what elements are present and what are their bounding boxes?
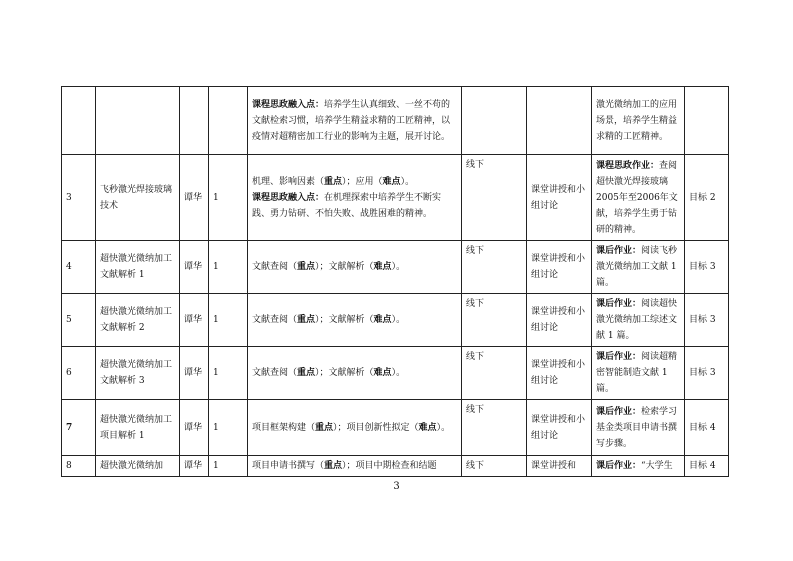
cell-method: 课堂讲授和小组讨论 — [527, 155, 592, 241]
homework-text: 阅读飞秒激光微纳加工文献 1 篇。 — [596, 246, 678, 288]
content-text: ）。 — [391, 368, 406, 378]
table-row — [62, 456, 729, 477]
cell-no: 8 — [62, 456, 96, 477]
cell-method: 课堂讲授和小组讨论 — [527, 347, 592, 400]
homework-text: 查阅超快激光焊接玻璃2005年至2006年文献，培养学生勇于钻研的精神。 — [596, 160, 678, 235]
cell-homework — [592, 87, 685, 155]
content-text: ）；项目创新性拟定（ — [333, 422, 419, 433]
cell-mode: 线下 — [462, 241, 527, 294]
table-row — [62, 241, 729, 294]
cell-title: 飞秒激光焊接玻璃技术 — [96, 155, 180, 241]
cell-goal: 目标 3 — [685, 294, 729, 347]
course-schedule-table — [61, 86, 729, 477]
homework-label: 课后作业： — [596, 299, 642, 309]
homework-text: “大学生 — [641, 461, 673, 471]
cell-title: 超快激光微纳加工文献解析 2 — [96, 294, 180, 347]
homework-label: 课后作业： — [596, 352, 642, 362]
cell-hours: 1 — [209, 400, 248, 456]
cell-homework — [592, 400, 685, 456]
cell-mode: 线下 — [462, 347, 527, 400]
key-point-label: 重点 — [315, 422, 334, 433]
content-text: 文献查阅（ — [252, 262, 298, 272]
content-text: ）。 — [400, 176, 415, 187]
cell-title — [96, 87, 180, 155]
table-row — [62, 400, 729, 456]
ideology-label: 课程思政融入点： — [252, 192, 325, 203]
table-row — [62, 155, 729, 241]
cell-mode: 线下 — [462, 400, 527, 456]
content-text: 机理、影响因素（ — [252, 176, 325, 187]
content-text: ）；应用（ — [342, 176, 383, 187]
cell-homework — [592, 155, 685, 241]
cell-method: 课堂讲授和 — [527, 456, 592, 477]
cell-hours: 1 — [209, 241, 248, 294]
cell-content — [248, 347, 462, 400]
cell-content — [248, 456, 462, 477]
cell-no: 4 — [62, 241, 96, 294]
cell-no: 5 — [62, 294, 96, 347]
table-row — [62, 87, 729, 155]
cell-goal — [685, 87, 729, 155]
cell-content — [248, 400, 462, 456]
content-text: 文献查阅（ — [252, 368, 298, 378]
cell-method: 课堂讲授和小组讨论 — [527, 294, 592, 347]
cell-no — [62, 87, 96, 155]
cell-title: 超快激光微纳加工项目解析 1 — [96, 400, 180, 456]
cell-no: 3 — [62, 155, 96, 241]
cell-mode: 线下 — [462, 294, 527, 347]
ideology-text: 培养学生认真细致、一丝不苟的文献检索习惯，培养学生精益求精的工匠精神，以疫情对超精密加工行业的影响为主题，展开讨论。 — [252, 99, 451, 142]
content-text: ）；文献解析（ — [315, 368, 374, 378]
cell-homework — [592, 241, 685, 294]
cell-hours: 1 — [209, 155, 248, 241]
table-row — [62, 294, 729, 347]
table-row — [62, 347, 729, 400]
cell-teacher: 谭华 — [180, 456, 209, 477]
cell-homework — [592, 347, 685, 400]
content-text: ）。 — [436, 422, 451, 433]
cell-title: 超快激光微纳加工文献解析 3 — [96, 347, 180, 400]
cell-goal: 目标 2 — [685, 155, 729, 241]
cell-hours: 1 — [209, 456, 248, 477]
content-text: ）；文献解析（ — [315, 315, 374, 325]
page-number: 3 — [393, 481, 400, 492]
ideology-text: 在机理探索中培养学生不断实践、勇力钻研、不怕失败、战胜困难的精神。 — [252, 192, 442, 219]
difficulty-label: 难点 — [373, 315, 392, 325]
cell-mode: 线下 — [462, 456, 527, 477]
cell-teacher: 谭华 — [180, 241, 209, 294]
cell-homework — [592, 456, 685, 477]
cell-teacher — [180, 87, 209, 155]
key-point-label: 重点 — [324, 176, 343, 187]
cell-homework — [592, 294, 685, 347]
cell-goal: 目标 3 — [685, 241, 729, 294]
difficulty-label: 难点 — [382, 176, 401, 187]
content-text: 项目申请书撰写（ — [252, 461, 325, 471]
homework-label: 课后作业： — [596, 461, 642, 471]
content-text: ）；项目中期检查和结题 — [342, 461, 437, 471]
cell-title: 超快激光微纳加工文献解析 1 — [96, 241, 180, 294]
cell-mode — [462, 87, 527, 155]
content-text: 文献查阅（ — [252, 315, 298, 325]
cell-content — [248, 241, 462, 294]
cell-content — [248, 155, 462, 241]
content-text: ）；文献解析（ — [315, 262, 374, 272]
key-point-label: 重点 — [324, 461, 343, 471]
difficulty-label: 难点 — [373, 368, 392, 378]
homework-text: 阅读超快激光微纳加工综述文献 1 篇。 — [596, 299, 678, 341]
content-text: 项目框架构建（ — [252, 422, 316, 433]
homework-label: 课程思政作业： — [596, 160, 660, 171]
ideology-label: 课程思政融入点： — [252, 99, 325, 110]
cell-content — [248, 294, 462, 347]
difficulty-label: 难点 — [418, 422, 437, 433]
cell-goal: 目标 3 — [685, 347, 729, 400]
homework-text: 激光微纳加工的应用场景，培养学生精益求精的工匠精神。 — [596, 99, 678, 142]
difficulty-label: 难点 — [373, 262, 392, 272]
content-text: ）。 — [391, 315, 406, 325]
cell-method — [527, 87, 592, 155]
cell-teacher: 谭华 — [180, 294, 209, 347]
cell-method: 课堂讲授和小组讨论 — [527, 241, 592, 294]
key-point-label: 重点 — [297, 368, 316, 378]
content-text: ）。 — [391, 262, 406, 272]
cell-title: 超快激光微纳加 — [96, 456, 180, 477]
cell-teacher: 谭华 — [180, 155, 209, 241]
cell-hours: 1 — [209, 294, 248, 347]
cell-mode: 线下 — [462, 155, 527, 241]
cell-goal: 目标 4 — [685, 456, 729, 477]
homework-text: 检索学习基金类项目申请书撰写步骤。 — [596, 406, 678, 449]
cell-teacher: 谭华 — [180, 347, 209, 400]
key-point-label: 重点 — [297, 315, 316, 325]
homework-label: 课后作业： — [596, 406, 642, 417]
cell-no: 7 — [62, 400, 96, 456]
cell-teacher: 谭华 — [180, 400, 209, 456]
homework-text: 阅读超精密智能制造文献 1 篇。 — [596, 352, 678, 394]
cell-hours: 1 — [209, 347, 248, 400]
cell-goal: 目标 4 — [685, 400, 729, 456]
key-point-label: 重点 — [297, 262, 316, 272]
cell-no: 6 — [62, 347, 96, 400]
cell-hours — [209, 87, 248, 155]
homework-label: 课后作业： — [596, 246, 642, 256]
cell-method: 课堂讲授和小组讨论 — [527, 400, 592, 456]
cell-content — [248, 87, 462, 155]
